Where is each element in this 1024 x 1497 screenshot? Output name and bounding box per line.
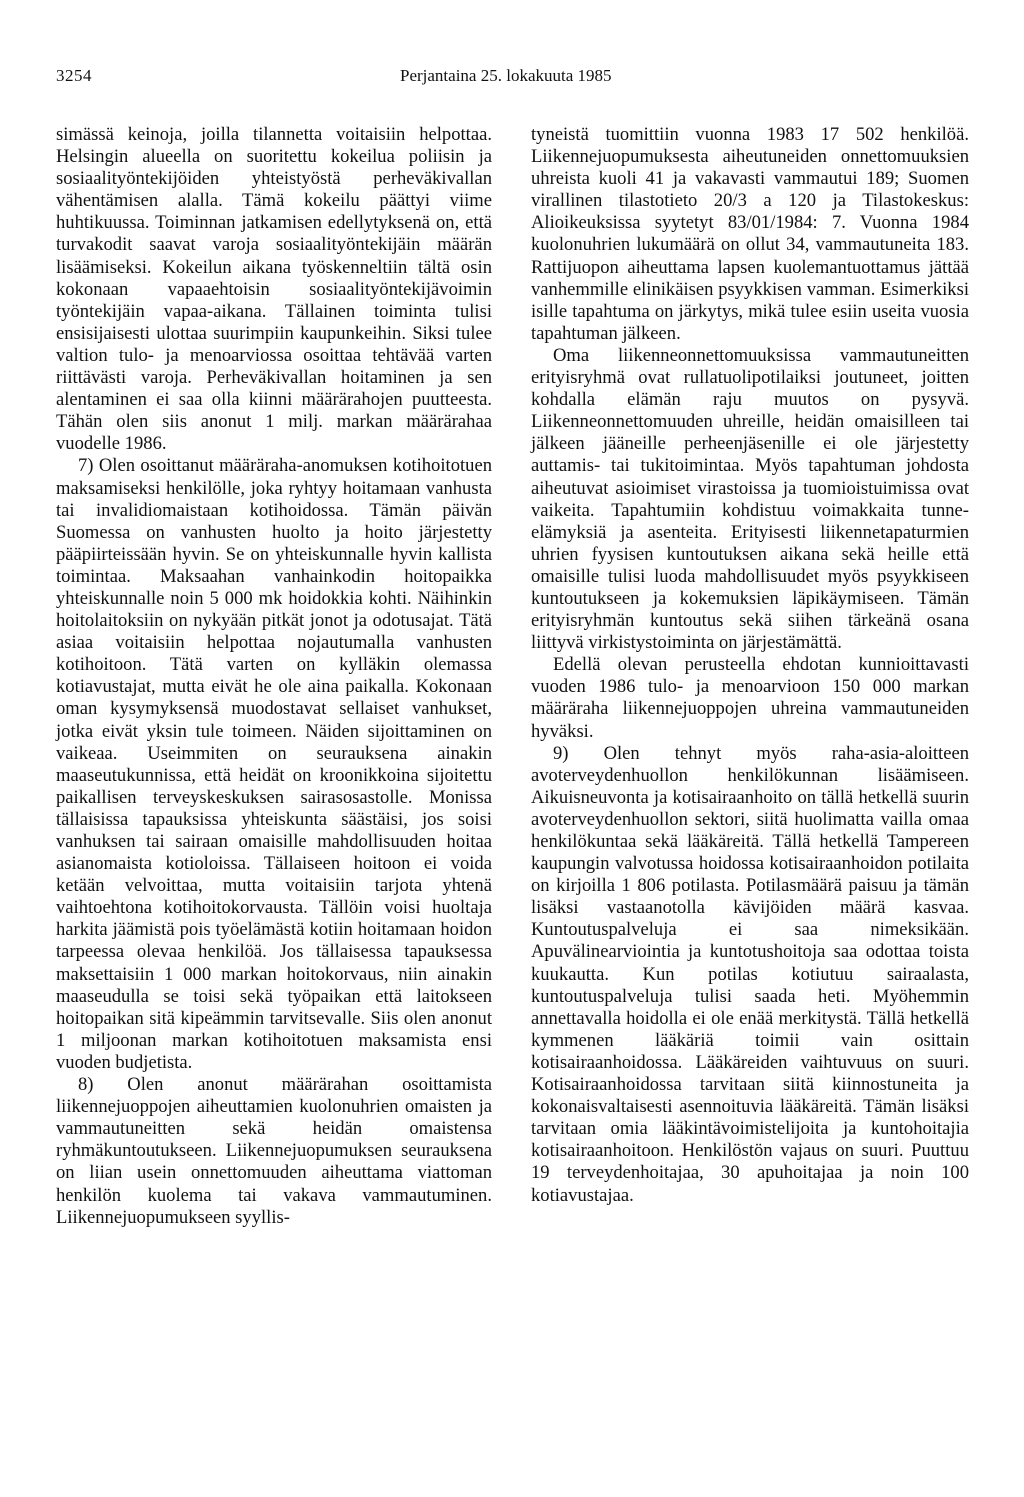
paragraph: Edellä olevan perusteella ehdotan kunnioittavasti vuoden 1986 tulo- ja menoarvioon 150 000 markan määräraha liikennejuoppojen uhreina vammautuneiden hyväksi. — [531, 654, 969, 742]
paragraph: 8) Olen anonut määrärahan osoittamista liikennejuoppojen aiheuttamien kuolonuhrien omaisten ja vammautuneitten sekä heidän omaistensa ryhmäkuntoutukseen. Liikennejuopumuksen seurauksena on liian usein onnettomuuden aiheuttama viattoman henkilön kuolema tai vakava vammautuminen. Liikennejuopumukseen syyllis- — [56, 1074, 492, 1228]
paragraph: Oma liikenneonnettomuuksissa vammautuneitten erityisryhmä ovat rullatuolipotilaiksi joutuneet, joitten kohdalla elämän raju muutos on pysyvä. Liikenneonnettomuuden uhreille, heidän omaisilleen tai jälkeen jääneille perheenjäsenille ei ole järjestetty auttamis- tai tukitoimintaa. Myös tapahtuman johdosta aiheutuvat asioimiset virastoissa ja tuomioistuimissa ovat vaikeita. Tapahtumiin kohdistuu voimakkaita tunne-elämyksiä ja asenteita. Erityisesti liikennetapaturmien uhrien fyysisen kuntoutuksen aikana sekä heille että omaisille tulisi luoda mahdollisuudet myös psyykkiseen kuntoutukseen ja kokemuksien läpikäymiseen. Tämän erityisryhmän kuntoutus sekä siihen tärkeänä osana liittyvä virkistystoiminta on järjestämättä. — [531, 344, 969, 654]
paragraph: simässä keinoja, joilla tilannetta voitaisiin helpottaa. Helsingin alueella on suoritettu kokeilua poliisin ja sosiaalityöntekijöiden yhteistyöstä perheväkivallan vähentämisen alalla. Tämä kokeilu päättyi viime huhtikuussa. Toiminnan jatkamisen edellytyksenä on, että turvakodit saavat varoja sosiaalityöntekijäin määrän lisäämiseksi. Kokeilun aikana työskenneltiin tältä osin kokonaan vapaaehtoisin sosiaalityöntekijävoimin työntekijäin vapaa-aikana. Tällainen toiminta tulisi ensisijaisesti ulottaa suurimpiin kaupunkeihin. Siksi tulee valtion tulo- ja menoarviossa osoittaa tehtävää varten riittävästi varoja. Perheväkivallan hoitaminen ja sen alentaminen ei saa olla kiinni määrärahojen puutteesta. Tähän olen siis anonut 1 milj. markan määrärahaa vuodelle 1986. — [56, 124, 492, 455]
page-number: 3254 — [56, 66, 92, 85]
paragraph: tyneistä tuomittiin vuonna 1983 17 502 henkilöä. Liikennejuopumuksesta aiheutuneiden onnettomuuksien uhreista kuoli 41 ja vakavasti vammautui 189; Suomen virallinen tilastotieto 20/3 a 120 ja Tilastokeskus: Alioikeuksissa syytetyt 83/01/1984: 7. Vuonna 1984 kuolonuhrien lukumäärä on ollut 34, vammautuneita 183. Rattijuopon aiheuttama lapsen kuolemantuottamus jättää vanhemmille elinikäisen psyykkisen vamman. Esimerkiksi isille tapahtuma on järkytys, mikä tulee esiin useita vuosia tapahtuman jälkeen. — [531, 124, 969, 344]
right-column — [531, 124, 969, 1207]
paragraph: 9) Olen tehnyt myös raha-asia-aloitteen avoterveydenhuollon henkilökunnan lisäämiseen. Aikuisneuvonta ja kotisairaanhoito on tällä hetkellä suurin avoterveydenhuollon sektori, siitä huolimatta vailla omaa henkilökuntaa sekä lääkäreitä. Tällä hetkellä Tampereen kaupungin valvotussa hoidossa kotisairaanhoidon potilaita on kirjoilla 1 806 potilasta. Potilasmäärä paisuu ja tämän lisäksi vastaanotolla kävijöiden määrä kasvaa. Kuntoutuspalveluja ei saa nimeksikään. Apuvälinearviointia ja kuntotushoitoja saa odottaa toista kuukautta. Kun potilas kotiutuu sairaalasta, kuntoutuspalveluja tulisi saada heti. Myöhemmin annettavalla hoidolla ei ole enää merkitystä. Tällä hetkellä kymmenen lääkäriä toimii vain osittain kotisairaanhoidossa. Lääkäreiden vaihtuvuus on suuri. Kotisairaanhoidossa tarvitaan siitä kiinnostuneita ja kokonaisvaltaisesti asennoituvia lääkäreitä. Tämän lisäksi tarvitaan omia lääkintävoimistelijoita ja kuntohoitajia kotisairaanhoitoon. Henkilöstön vajaus on suuri. Puuttuu 19 terveydenhoitajaa, 30 apuhoitajaa ja noin 100 kotiavustajaa. — [531, 742, 969, 1206]
running-head: Perjantaina 25. lokakuuta 1985 — [400, 66, 612, 85]
paragraph: 7) Olen osoittanut määräraha-anomuksen kotihoitotuen maksamiseksi henkilölle, joka ryhtyy hoitamaan vanhusta tai invalidiomaistaan kotihoidossa. Tämän päivän Suomessa on vanhusten huolto ja hoito järjestetty pääpiirteissään hyvin. Se on yhteiskunnalle hyvin kallista toimintaa. Maksaahan vanhainkodin hoitopaikka yhteiskunnalle noin 5 000 mk hoidokkia kohti. Näihinkin hoitolaitoksiin on nykyään pitkät jonot ja odotusajat. Tätä asiaa voitaisiin helpottaa nojautumalla vanhusten kotihoitoon. Tätä varten on kylläkin olemassa kotiavustajat, mutta eivät he ole aina paikalla. Kokonaan oman kysymyksensä muodostavat sellaiset vanhukset, jotka eivät yksin tule toimeen. Näiden sijoittaminen on vaikeaa. Useimmiten on seurauksena ainakin maaseutukunnissa, että heidät on kroonikkoina sijoitettu paikallisen terveyskeskuksen sairasosastolle. Monissa tällaisissa tapauksissa yhteiskunta säästäisi, jos soisi vanhuksen tai sairaan omaisille mahdollisuuden hoitaa asianomaista kotioloissa. Tällaiseen hoitoon ei voida ketään velvoittaa, mutta voitaisiin tarjota yhtenä vaihtoehtona kotihoitokorvausta. Tällöin voisi huoltaja harkita jäämistä pois työelämästä kotiin hoitamaan hoidon tarpeessa olevaa henkilöä. Jos tällaisessa tapauksessa maksettaisiin 1 000 markan hoitokorvaus, niin ainakin maaseudulla se toisi sekä työpaikan että laitokseen hoitopaikan sitä kipeämmin tarvitsevalle. Siis olen anonut 1 miljoonan markan kotihoitotuen maksamista ensi vuoden budjetista. — [56, 455, 492, 1073]
left-column — [56, 124, 492, 1229]
